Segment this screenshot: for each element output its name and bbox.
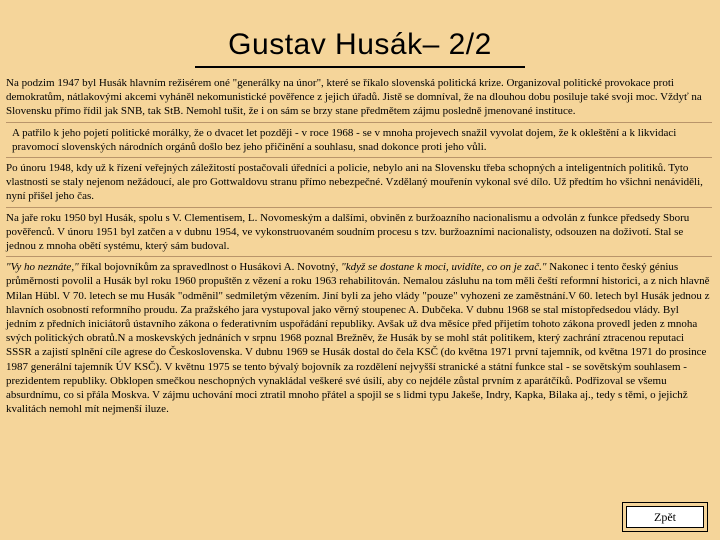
paragraph-1: Na podzim 1947 byl Husák hlavním režisérem oné "generálky na únor", které se říkalo slovenská politická krize. Organizoval politické provokace proti demokratům, nátlakovými akcemi vyháněl nekomunistické pověřence z jejich úřadů. Jistě se domníval, že na dlouhou dobu posiluje také svoji moc. Vždyť na Slovensku přímo řídil jak SNB, tak StB. Nemohl tušit, že i on sám se brzy stane předmětem zájmu posledně jmenované instituce.	[6, 76, 712, 123]
title-underline	[195, 66, 525, 68]
paragraph-2: A patřilo k jeho pojetí politické morálky, že o dvacet let později - v roce 1968 - se v mnoha projevech snažil vyvolat dojem, že k okleštění a k likvidaci pravomocí slovenských národních orgánů došlo bez jeho přičinění a souhlasu, snad dokonce proti jeho vůli.	[6, 126, 712, 158]
quote-novotny-2: "když se dostane k moci, uvidíte, co on je zač."	[341, 261, 547, 274]
paragraph-5-text-2: Nakonec i tento český génius průměrnosti povolil a Husák byl roku 1960 propuštěn z vězení a roku 1963 rehabilitován. Nemalou zásluhu na tom měli čeští reformní historici, a z nich hlavně Milan Hübl. V 70. letech se mu Husák "odměnil" sedmiletým vězením. Jiní byli za jeho vlády "pouze" vyhozeni ze zaměstnání.V 60. letech byl Husák jednou z hlavních osobností reformního proudu. Za pražského jara vystupoval jako věrný stoupenec A. Dubčeka. V dubnu 1968 se stal místopředsedou vlády. Byl jedním z předních iniciátorů ústavního zákona o federativním uspořádání republiky. Avšak už dva měsíce před přijetím tohoto zákona provedl jeden z mnoha svých politických obratů.N a moskevských jednáních v srpnu 1968 poznal Brežněv, že Husák by se mohl stát politikem, který zachrání ztracenou reputaci SSSR a zajistí splnění cíle agrese do Československa. V dubnu 1969 se Husák dostal do čela KSČ (do května 1971 první tajemník, od května 1971 do prosince 1987 generální tajemník ÚV KSČ). V květnu 1975 se tento bývalý bojovník za rozdělení nejvyšší stranické a státní funkce stal - se sovětským souhlasem - prezidentem republiky. Obklopen smečkou neschopných vynakládal veškeré své úsilí, aby co nejdéle zůstal prvním z aparátčíků. Podřizoval se všemu absurdnímu, co si přála Moskva. V zájmu uchování moci ztratil mnoho přátel a spojil se s lidmi typu Jakeše, Indry, Kapka, Bilaka aj., tedy s těmi, o jejichž kvalitách nemohl mít nejmenší iluze.	[6, 261, 710, 416]
quote-novotny-1: "Vy ho neznáte,"	[6, 261, 79, 274]
slide-title: Gustav Husák– 2/2	[228, 28, 492, 61]
paragraph-4: Na jaře roku 1950 byl Husák, spolu s V. Clementisem, L. Novomeským a dalšími, obviněn z buržoazního nacionalismu a odvolán z funkce předsedy Sboru pověřenců. V únoru 1951 byl zatčen a v dubnu 1954, ve vykonstruovaném soudním procesu s tzv. buržoazními nacionalisty, odsouzen na doživotí. Stal se jednou z mnoha obětí systému, který sám budoval.	[6, 211, 712, 258]
paragraph-5	[6, 260, 712, 419]
slide-content	[6, 76, 712, 422]
paragraph-5-text-1: říkal bojovníkům za spravedlnost o Husákovi A. Novotný,	[78, 261, 342, 274]
paragraph-3: Po únoru 1948, kdy už k řízení veřejných záležitostí postačovali úředníci a policie, nebylo ani na Slovensku třeba schopných a inteligentních politiků. Tyto vlastnosti se staly nejenom nežádoucí, ale pro Gottwaldovu stranu přímo nebezpečné. Vzdělaný mouřenín vykonal své dílo. Už předtím ho všichni nenáviděli, nyní přišel jeho čas.	[6, 161, 712, 208]
back-button[interactable]: Zpět	[626, 506, 704, 528]
